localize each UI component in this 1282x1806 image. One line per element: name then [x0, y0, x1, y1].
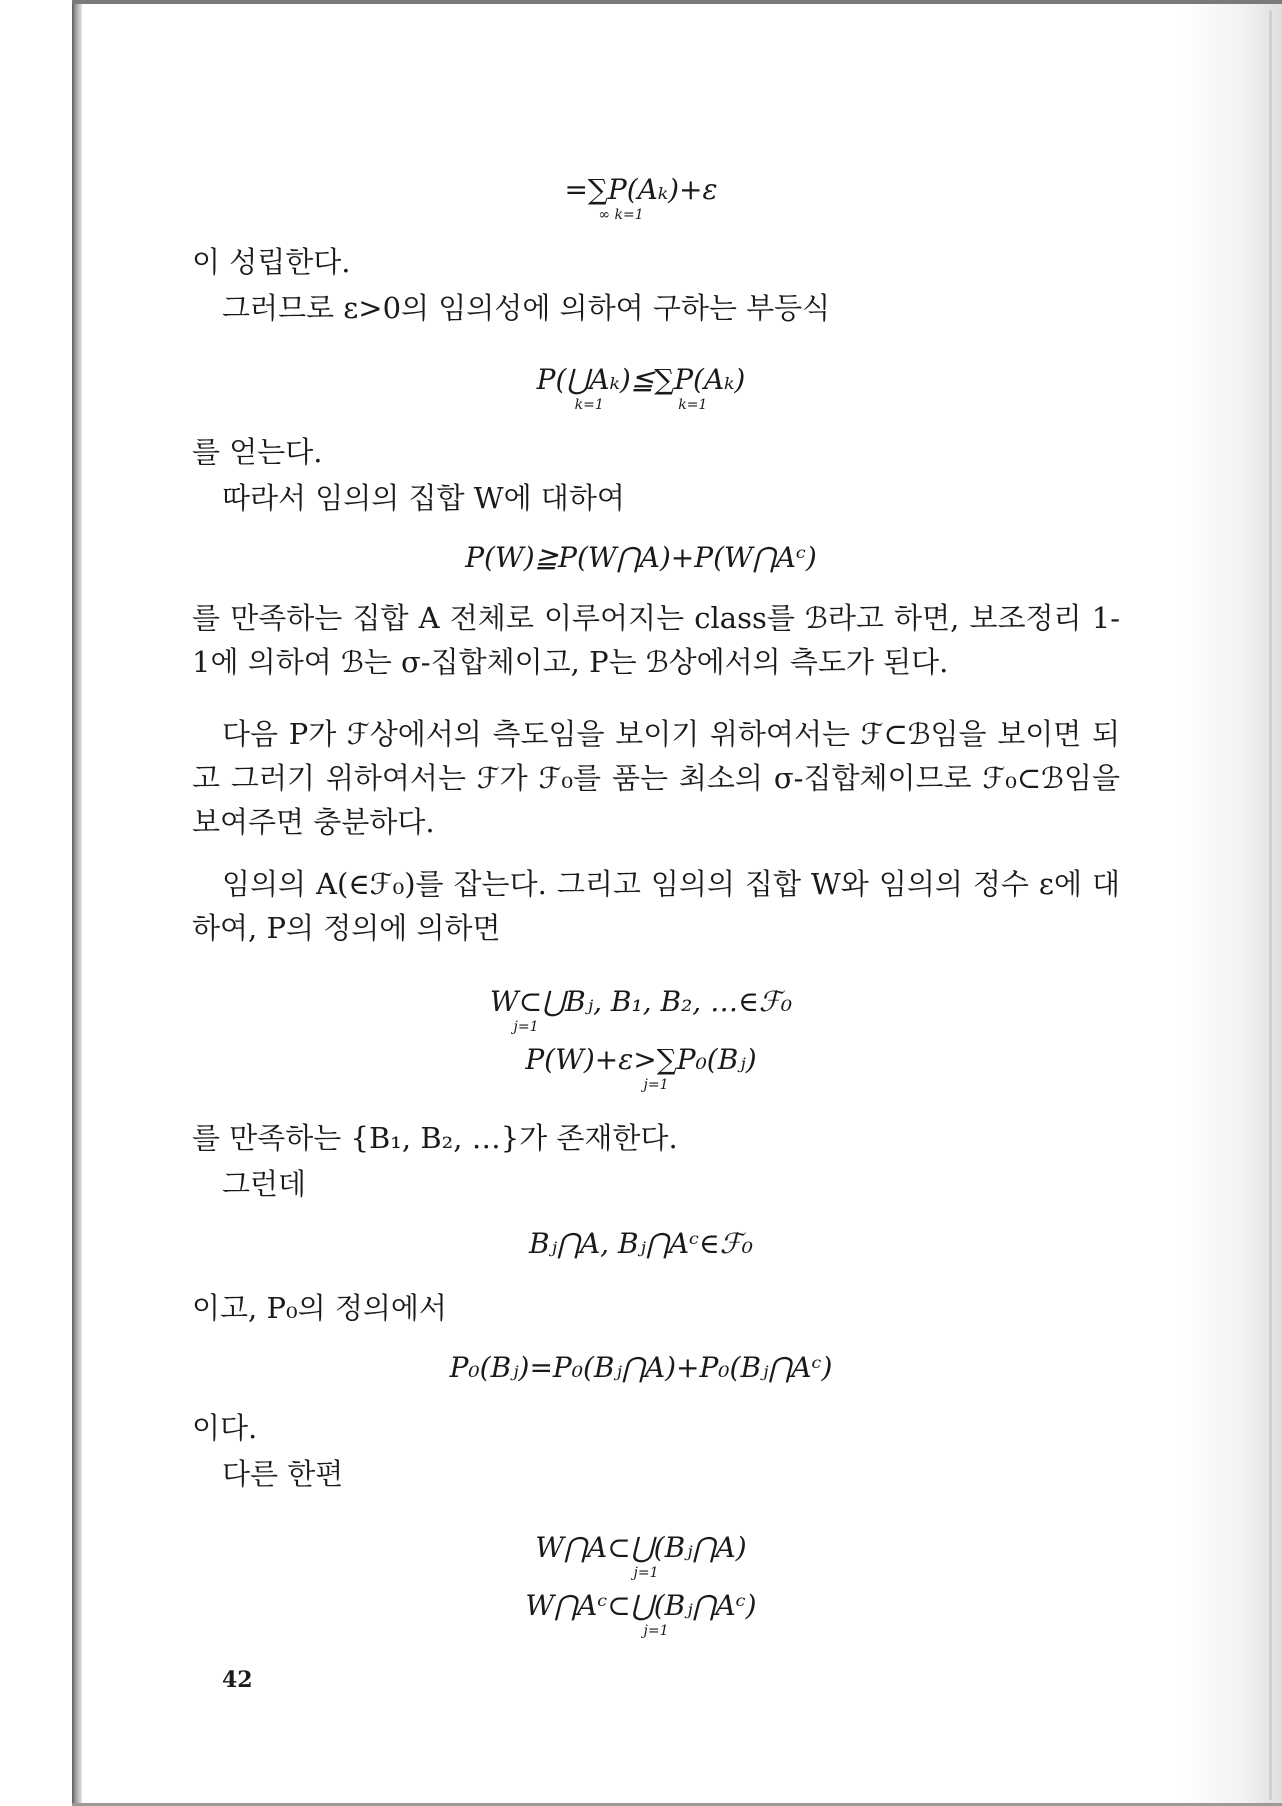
union-lower-limit: j=1 — [513, 1019, 539, 1035]
union-lower-limit: j=1 — [633, 1565, 659, 1581]
text-line-5: 를 만족하는 {B₁, B₂, …}가 존재한다. — [192, 1121, 678, 1155]
page-top-edge — [72, 0, 1282, 4]
equation-text: P(W)+ε>∑P₀(Bⱼ) — [525, 1043, 757, 1076]
equation-additivity: P₀(Bⱼ)=P₀(Bⱼ⋂A)+P₀(Bⱼ⋂Aᶜ) — [449, 1351, 833, 1384]
paragraph-2: 다음 P가 ℱ상에서의 측도임을 보이기 위하여서는 ℱ⊂ℬ임을 보이면 되고 그러기 위하여서는 ℱ가 ℱ₀를 품는 최소의 σ-집합체이므로 ℱ₀⊂ℬ임을 보여주면 충분하다. — [192, 717, 1120, 839]
equation-text: W⋂A⊂⋃(Bⱼ⋂A) — [535, 1531, 747, 1564]
text-line-8: 이다. — [192, 1411, 258, 1445]
paragraph-3: 임의의 A(∈ℱ₀)를 잡는다. 그리고 임의의 집합 W와 임의의 정수 ε에 대하여, P의 정의에 의하면 — [192, 867, 1120, 945]
equation-text: W⋂Aᶜ⊂⋃(Bⱼ⋂Aᶜ) — [525, 1589, 757, 1622]
text-line-1: 이 성립한다. — [192, 245, 351, 279]
sum-lower-limit: k=1 — [614, 207, 644, 223]
text-line-6: 그런데 — [222, 1167, 307, 1201]
text-line-7: 이고, P₀의 정의에서 — [192, 1291, 447, 1325]
equation-text: P(⋃Aₖ)≦∑P(Aₖ) — [536, 363, 746, 396]
equation-sum-epsilon — [0, 172, 1282, 222]
equation-cover-a — [0, 1530, 1282, 1580]
sum-upper-limit: ∞ — [598, 207, 611, 223]
page-number: 42 — [222, 1667, 253, 1693]
equation-outer-measure — [0, 1042, 1282, 1092]
union-lower-limit: j=1 — [643, 1623, 669, 1639]
equation-measurability: P(W)≧P(W⋂A)+P(W⋂Aᶜ) — [465, 541, 817, 574]
text-line-9: 다른 한편 — [222, 1457, 344, 1491]
sum-lower-limit: j=1 — [643, 1077, 669, 1093]
equation-cover — [0, 984, 1282, 1034]
equation-union-inequality — [0, 362, 1282, 412]
equation-text: =∑P(Aₖ)+ε — [564, 173, 718, 206]
text-line-2: 그러므로 ε>0의 임의성에 의하여 구하는 부등식 — [222, 291, 831, 325]
text-line-4: 따라서 임의의 집합 W에 대하여 — [222, 481, 625, 515]
equation-text: W⊂⋃Bⱼ, B₁, B₂, …∈ℱ₀ — [489, 985, 793, 1018]
text-line-3: 를 얻는다. — [192, 435, 323, 469]
paragraph-1: 를 만족하는 집합 A 전체로 이루어지는 class를 ℬ라고 하면, 보조정리 1-1에 의하여 ℬ는 σ-집합체이고, P는 ℬ상에서의 측도가 된다. — [192, 601, 1120, 679]
sum-lower-limit: k=1 — [678, 397, 708, 413]
equation-cover-ac — [0, 1588, 1282, 1638]
equation-intersections: Bⱼ⋂A, Bⱼ⋂Aᶜ∈ℱ₀ — [529, 1227, 753, 1260]
union-lower-limit: k=1 — [574, 397, 604, 413]
